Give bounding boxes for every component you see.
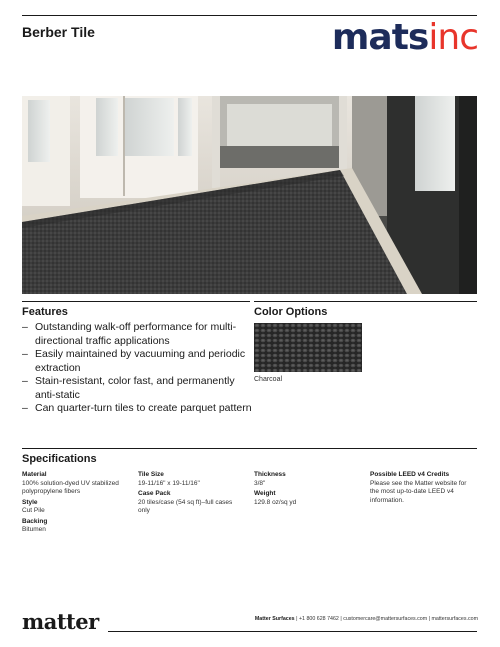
spec-column-1 (22, 471, 130, 537)
spec-column-2 (138, 471, 238, 518)
charcoal-swatch (254, 323, 362, 372)
style-value: Cut Pile (22, 507, 45, 514)
logo-text-inc: inc (428, 17, 478, 58)
spec-column-3 (254, 471, 354, 509)
list-item: – Stain-resistant, color fast, and permanently anti-static (22, 375, 235, 401)
top-rule (22, 15, 477, 16)
specifications-rule (22, 448, 477, 449)
color-options-heading: Color Options (254, 306, 328, 318)
swatch-label: Charcoal (254, 376, 283, 383)
matter-logo: matter (22, 609, 99, 634)
case-pack-value: 20 tiles/case (54 sq ft)–full cases only (138, 498, 233, 514)
footer-company: Matter Surfaces (254, 616, 295, 622)
product-photo (22, 96, 477, 294)
page-title: Berber Tile (22, 24, 95, 40)
footer-contact-details: | +1 800 628 7462 | customercare@mattersurfaces.com | mattersurfaces.com (296, 616, 478, 622)
features-list (22, 321, 252, 416)
material-value: 100% solution-dyed UV stabilized polypropylene fibers (22, 479, 119, 495)
tile-size-label: Tile Size (138, 471, 164, 478)
thickness-label: Thickness (254, 471, 286, 478)
weight-value: 129.8 oz/sq yd (254, 498, 297, 506)
style-label: Style (22, 498, 38, 506)
features-heading: Features (22, 306, 68, 318)
thickness-value: 3/8" (254, 479, 266, 487)
material-label: Material (22, 471, 47, 478)
weight-label: Weight (254, 490, 276, 497)
footer-contact (255, 616, 478, 622)
matsinc-logo (332, 19, 478, 57)
tile-size-value: 19-11/16" x 19-11/16" (138, 479, 200, 487)
footer-rule (108, 631, 477, 632)
color-options-rule (254, 301, 477, 302)
backing-value: Bitumen (22, 526, 46, 533)
features-rule (22, 301, 250, 302)
leed-value: Please see the Matter website for the most up-to-date LEED v4 information. (370, 479, 467, 504)
spec-column-4 (370, 471, 477, 507)
logo-text-mats: mats (331, 17, 429, 58)
specifications-heading: Specifications (22, 453, 97, 465)
list-item: – Outstanding walk-off performance for multi-directional traffic applications (22, 321, 237, 347)
list-item: – Can quarter-turn tiles to create parquet pattern (22, 402, 252, 414)
list-item: – Easily maintained by vacuuming and periodic extraction (22, 348, 246, 374)
case-pack-label: Case Pack (138, 490, 171, 497)
backing-label: Backing (22, 517, 48, 525)
leed-label: Possible LEED v4 Credits (370, 471, 450, 478)
